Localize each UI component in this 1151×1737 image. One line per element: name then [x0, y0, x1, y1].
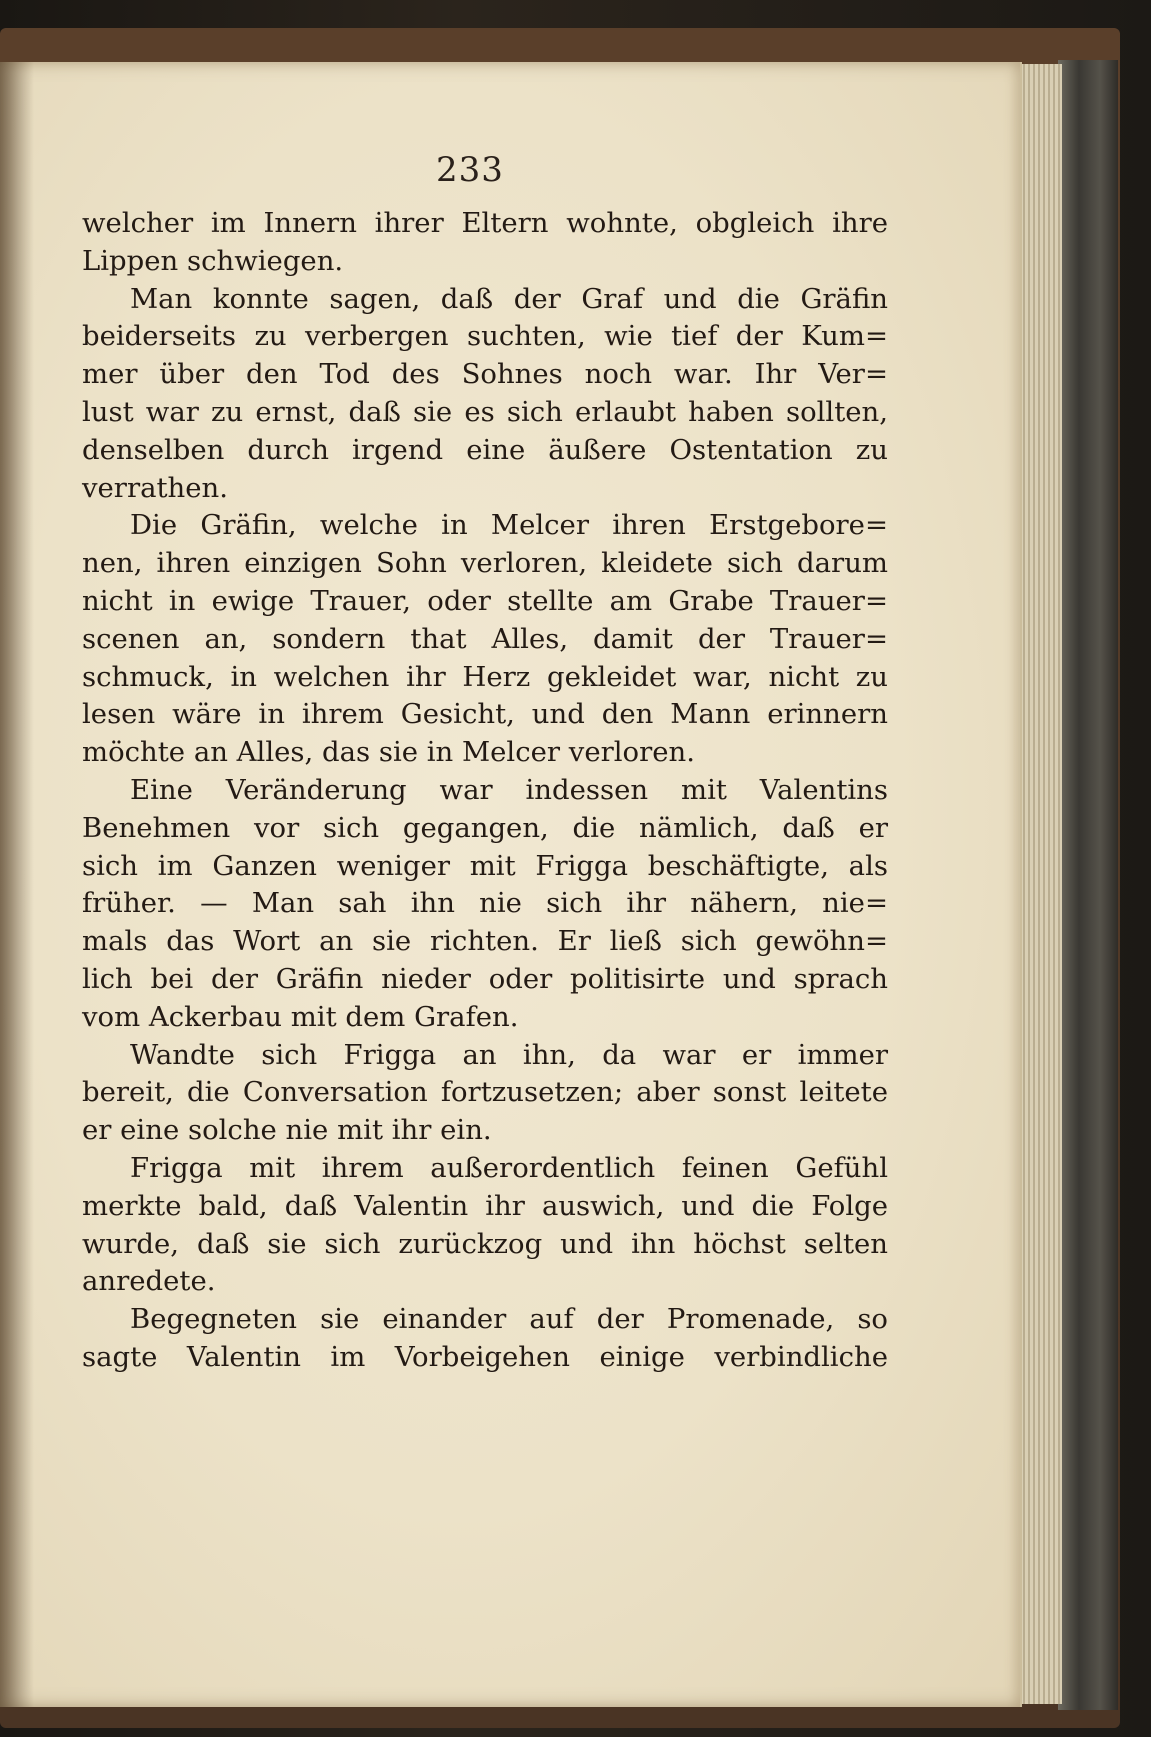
text-line: Begegneten sie einander auf der Promenade, so — [130, 1303, 888, 1336]
text-line: nicht in ewige Trauer, oder stellte am Grabe Trauer= — [82, 584, 888, 617]
text-line: lust war zu ernst, daß sie es sich erlaubt haben sollten, — [82, 395, 888, 428]
text-line: Lippen schwiegen. — [82, 244, 344, 277]
text-line: Wandte sich Frigga an ihn, da war er immer — [130, 1038, 888, 1071]
text-line: lesen wäre in ihrem Gesicht, und den Mann erinnern — [82, 698, 888, 731]
text-line: denselben durch irgend eine äußere Ostentation zu — [82, 433, 888, 466]
text-line: Man konnte sagen, daß der Graf und die Gräfin — [130, 282, 888, 315]
body-text — [82, 205, 888, 1377]
text-line: anredete. — [82, 1265, 216, 1298]
book-cover-edge — [1058, 60, 1118, 1710]
gutter-shadow — [0, 62, 34, 1707]
text-line: mer über den Tod des Sohnes noch war. Ihr Ver= — [82, 358, 888, 391]
text-line: verrathen. — [82, 471, 228, 504]
text-line: beiderseits zu verbergen suchten, wie tief der Kum= — [82, 320, 888, 353]
text-line: nen, ihren einzigen Sohn verloren, kleidete sich darum — [82, 547, 888, 580]
text-line: Die Gräfin, welche in Melcer ihren Erstgebore= — [130, 509, 888, 542]
text-line: bereit, die Conversation fortzusetzen; aber sonst leitete — [82, 1076, 888, 1109]
text-line: wurde, daß sie sich zurückzog und ihn höchst selten — [82, 1227, 888, 1260]
page-number: 233 — [436, 150, 504, 190]
text-line: schmuck, in welchen ihr Herz gekleidet war, nicht zu — [82, 660, 888, 693]
text-line: sich im Ganzen weniger mit Frigga beschäftigte, als — [82, 849, 888, 882]
text-line: welcher im Innern ihrer Eltern wohnte, obgleich ihre — [82, 207, 888, 239]
text-line: früher. — Man sah ihn nie sich ihr nähern, nie= — [82, 887, 888, 920]
text-line: lich bei der Gräfin nieder oder politisirte und sprach — [82, 962, 888, 995]
text-line: Benehmen vor sich gegangen, die nämlich, daß er — [82, 811, 888, 844]
text-line: er eine solche nie mit ihr ein. — [82, 1114, 492, 1147]
text-line: möchte an Alles, das sie in Melcer verloren. — [82, 736, 695, 769]
text-line: scenen an, sondern that Alles, damit der Trauer= — [82, 622, 888, 655]
text-line: sagte Valentin im Vorbeigehen einige verbindliche — [82, 1340, 888, 1373]
text-line: Eine Veränderung war indessen mit Valentins — [130, 773, 888, 806]
text-line: vom Ackerbau mit dem Grafen. — [82, 1000, 519, 1033]
text-line: mals das Wort an sie richten. Er ließ sich gewöhn= — [82, 925, 888, 958]
text-line: Frigga mit ihrem außerordentlich feinen Gefühl — [130, 1151, 888, 1184]
text-line: merkte bald, daß Valentin ihr auswich, und die Folge — [82, 1189, 888, 1222]
